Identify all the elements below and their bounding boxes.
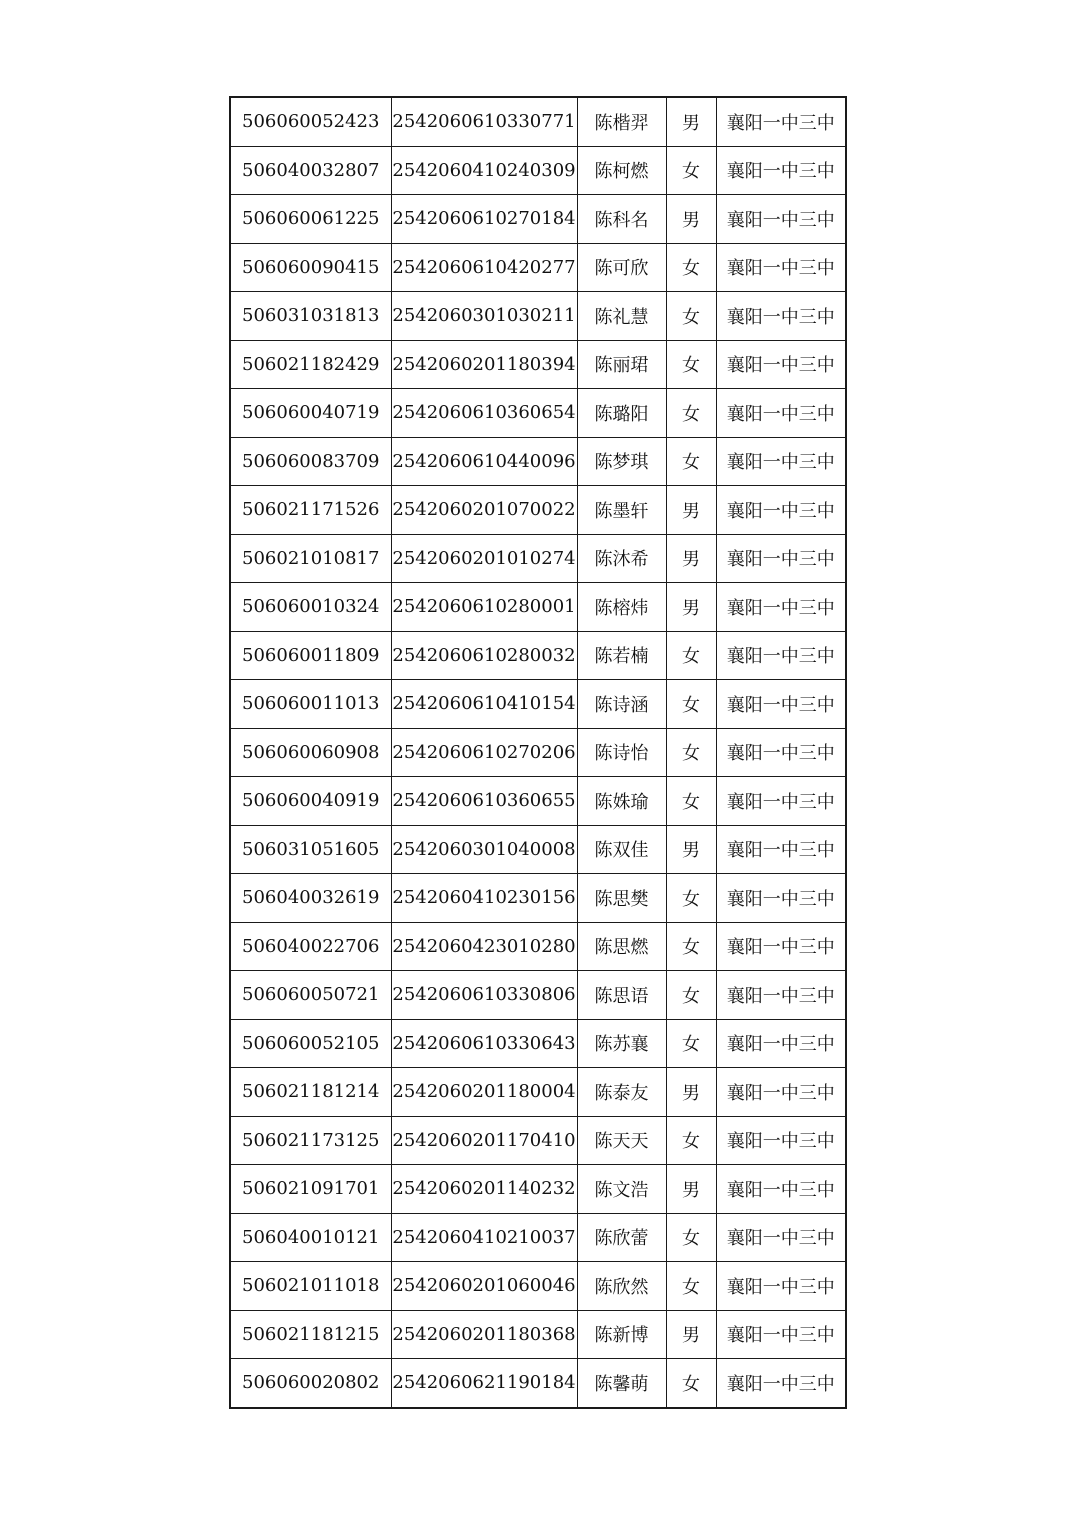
school-cell: 襄阳一中三中 <box>716 97 846 146</box>
student-roster-table <box>229 96 847 1409</box>
school-cell: 襄阳一中三中 <box>716 728 846 777</box>
gender-cell: 女 <box>666 777 716 826</box>
gender-cell: 男 <box>666 1165 716 1214</box>
gender-cell: 男 <box>666 1310 716 1359</box>
student-name-cell: 陈姝瑜 <box>577 777 666 826</box>
student-name-cell: 陈沐希 <box>577 534 666 583</box>
table-row <box>230 534 846 583</box>
student-name-cell: 陈新博 <box>577 1310 666 1359</box>
registration-number-cell: 2542060410210037 <box>391 1213 577 1262</box>
school-cell: 襄阳一中三中 <box>716 486 846 535</box>
exam-number-cell: 506040022706 <box>230 922 391 971</box>
exam-number-cell: 506031051605 <box>230 825 391 874</box>
student-name-cell: 陈苏襄 <box>577 1019 666 1068</box>
school-cell: 襄阳一中三中 <box>716 195 846 244</box>
table-row <box>230 146 846 195</box>
student-name-cell: 陈科名 <box>577 195 666 244</box>
registration-number-cell: 2542060201180394 <box>391 340 577 389</box>
gender-cell: 女 <box>666 146 716 195</box>
school-cell: 襄阳一中三中 <box>716 389 846 438</box>
gender-cell: 女 <box>666 243 716 292</box>
student-name-cell: 陈柯燃 <box>577 146 666 195</box>
registration-number-cell: 2542060610280032 <box>391 631 577 680</box>
exam-number-cell: 506021011018 <box>230 1262 391 1311</box>
exam-number-cell: 506021173125 <box>230 1116 391 1165</box>
table-row <box>230 1359 846 1408</box>
gender-cell: 男 <box>666 583 716 632</box>
gender-cell: 女 <box>666 1262 716 1311</box>
exam-number-cell: 506060040719 <box>230 389 391 438</box>
registration-number-cell: 2542060301040008 <box>391 825 577 874</box>
registration-number-cell: 2542060201060046 <box>391 1262 577 1311</box>
gender-cell: 男 <box>666 97 716 146</box>
registration-number-cell: 2542060610280001 <box>391 583 577 632</box>
student-name-cell: 陈馨萌 <box>577 1359 666 1408</box>
school-cell: 襄阳一中三中 <box>716 146 846 195</box>
exam-number-cell: 506060052105 <box>230 1019 391 1068</box>
table-row <box>230 728 846 777</box>
registration-number-cell: 2542060610330643 <box>391 1019 577 1068</box>
school-cell: 襄阳一中三中 <box>716 1310 846 1359</box>
student-name-cell: 陈文浩 <box>577 1165 666 1214</box>
student-name-cell: 陈梦琪 <box>577 437 666 486</box>
exam-number-cell: 506060011013 <box>230 680 391 729</box>
exam-number-cell: 506031031813 <box>230 292 391 341</box>
gender-cell: 女 <box>666 292 716 341</box>
school-cell: 襄阳一中三中 <box>716 534 846 583</box>
exam-number-cell: 506040032807 <box>230 146 391 195</box>
gender-cell: 男 <box>666 534 716 583</box>
table-row <box>230 631 846 680</box>
table-row <box>230 195 846 244</box>
table-row <box>230 243 846 292</box>
school-cell: 襄阳一中三中 <box>716 1213 846 1262</box>
registration-number-cell: 2542060423010280 <box>391 922 577 971</box>
student-name-cell: 陈思语 <box>577 971 666 1020</box>
exam-number-cell: 506060010324 <box>230 583 391 632</box>
table-row <box>230 1019 846 1068</box>
student-name-cell: 陈诗涵 <box>577 680 666 729</box>
gender-cell: 女 <box>666 922 716 971</box>
school-cell: 襄阳一中三中 <box>716 1262 846 1311</box>
table-row <box>230 97 846 146</box>
table-row <box>230 389 846 438</box>
table-row <box>230 437 846 486</box>
table-row <box>230 777 846 826</box>
table-row <box>230 292 846 341</box>
student-name-cell: 陈思樊 <box>577 874 666 923</box>
table-row <box>230 1165 846 1214</box>
table-row <box>230 1213 846 1262</box>
registration-number-cell: 2542060610270206 <box>391 728 577 777</box>
table-row <box>230 922 846 971</box>
registration-number-cell: 2542060201140232 <box>391 1165 577 1214</box>
registration-number-cell: 2542060201170410 <box>391 1116 577 1165</box>
table-row <box>230 1068 846 1117</box>
registration-number-cell: 2542060610410154 <box>391 680 577 729</box>
table-row <box>230 874 846 923</box>
roster-sheet <box>229 96 847 1409</box>
school-cell: 襄阳一中三中 <box>716 680 846 729</box>
exam-number-cell: 506021182429 <box>230 340 391 389</box>
registration-number-cell: 2542060610360655 <box>391 777 577 826</box>
exam-number-cell: 506060011809 <box>230 631 391 680</box>
student-name-cell: 陈天天 <box>577 1116 666 1165</box>
table-row <box>230 340 846 389</box>
table-row <box>230 583 846 632</box>
student-name-cell: 陈双佳 <box>577 825 666 874</box>
gender-cell: 男 <box>666 195 716 244</box>
gender-cell: 女 <box>666 1116 716 1165</box>
gender-cell: 女 <box>666 631 716 680</box>
gender-cell: 女 <box>666 389 716 438</box>
exam-number-cell: 506060083709 <box>230 437 391 486</box>
school-cell: 襄阳一中三中 <box>716 1165 846 1214</box>
exam-number-cell: 506060050721 <box>230 971 391 1020</box>
gender-cell: 女 <box>666 971 716 1020</box>
roster-body <box>230 97 846 1408</box>
registration-number-cell: 2542060610330771 <box>391 97 577 146</box>
school-cell: 襄阳一中三中 <box>716 922 846 971</box>
student-name-cell: 陈泰友 <box>577 1068 666 1117</box>
exam-number-cell: 506021171526 <box>230 486 391 535</box>
table-row <box>230 825 846 874</box>
table-row <box>230 680 846 729</box>
student-name-cell: 陈璐阳 <box>577 389 666 438</box>
gender-cell: 女 <box>666 340 716 389</box>
gender-cell: 男 <box>666 486 716 535</box>
student-name-cell: 陈欣蕾 <box>577 1213 666 1262</box>
table-row <box>230 1116 846 1165</box>
student-name-cell: 陈思燃 <box>577 922 666 971</box>
gender-cell: 女 <box>666 728 716 777</box>
registration-number-cell: 2542060410240309 <box>391 146 577 195</box>
school-cell: 襄阳一中三中 <box>716 1068 846 1117</box>
school-cell: 襄阳一中三中 <box>716 583 846 632</box>
exam-number-cell: 506060061225 <box>230 195 391 244</box>
registration-number-cell: 2542060621190184 <box>391 1359 577 1408</box>
exam-number-cell: 506040010121 <box>230 1213 391 1262</box>
table-row <box>230 1262 846 1311</box>
registration-number-cell: 2542060410230156 <box>391 874 577 923</box>
exam-number-cell: 506060090415 <box>230 243 391 292</box>
gender-cell: 女 <box>666 874 716 923</box>
exam-number-cell: 506060060908 <box>230 728 391 777</box>
school-cell: 襄阳一中三中 <box>716 631 846 680</box>
school-cell: 襄阳一中三中 <box>716 874 846 923</box>
table-row <box>230 971 846 1020</box>
school-cell: 襄阳一中三中 <box>716 292 846 341</box>
school-cell: 襄阳一中三中 <box>716 1359 846 1408</box>
registration-number-cell: 2542060201180368 <box>391 1310 577 1359</box>
exam-number-cell: 506060052423 <box>230 97 391 146</box>
registration-number-cell: 2542060610440096 <box>391 437 577 486</box>
school-cell: 襄阳一中三中 <box>716 825 846 874</box>
school-cell: 襄阳一中三中 <box>716 1019 846 1068</box>
gender-cell: 男 <box>666 1068 716 1117</box>
school-cell: 襄阳一中三中 <box>716 1116 846 1165</box>
registration-number-cell: 2542060610360654 <box>391 389 577 438</box>
student-name-cell: 陈墨轩 <box>577 486 666 535</box>
table-row <box>230 486 846 535</box>
exam-number-cell: 506021181214 <box>230 1068 391 1117</box>
registration-number-cell: 2542060201070022 <box>391 486 577 535</box>
student-name-cell: 陈欣然 <box>577 1262 666 1311</box>
school-cell: 襄阳一中三中 <box>716 777 846 826</box>
table-row <box>230 1310 846 1359</box>
registration-number-cell: 2542060301030211 <box>391 292 577 341</box>
student-name-cell: 陈丽珺 <box>577 340 666 389</box>
student-name-cell: 陈诗怡 <box>577 728 666 777</box>
school-cell: 襄阳一中三中 <box>716 243 846 292</box>
school-cell: 襄阳一中三中 <box>716 437 846 486</box>
exam-number-cell: 506040032619 <box>230 874 391 923</box>
exam-number-cell: 506021010817 <box>230 534 391 583</box>
student-name-cell: 陈礼慧 <box>577 292 666 341</box>
registration-number-cell: 2542060610330806 <box>391 971 577 1020</box>
exam-number-cell: 506021181215 <box>230 1310 391 1359</box>
gender-cell: 女 <box>666 1359 716 1408</box>
student-name-cell: 陈榕炜 <box>577 583 666 632</box>
student-name-cell: 陈可欣 <box>577 243 666 292</box>
gender-cell: 女 <box>666 1213 716 1262</box>
gender-cell: 女 <box>666 680 716 729</box>
school-cell: 襄阳一中三中 <box>716 340 846 389</box>
registration-number-cell: 2542060201010274 <box>391 534 577 583</box>
registration-number-cell: 2542060610270184 <box>391 195 577 244</box>
student-name-cell: 陈若楠 <box>577 631 666 680</box>
gender-cell: 女 <box>666 437 716 486</box>
exam-number-cell: 506060020802 <box>230 1359 391 1408</box>
student-name-cell: 陈楷羿 <box>577 97 666 146</box>
exam-number-cell: 506021091701 <box>230 1165 391 1214</box>
school-cell: 襄阳一中三中 <box>716 971 846 1020</box>
registration-number-cell: 2542060201180004 <box>391 1068 577 1117</box>
gender-cell: 女 <box>666 1019 716 1068</box>
exam-number-cell: 506060040919 <box>230 777 391 826</box>
gender-cell: 男 <box>666 825 716 874</box>
registration-number-cell: 2542060610420277 <box>391 243 577 292</box>
